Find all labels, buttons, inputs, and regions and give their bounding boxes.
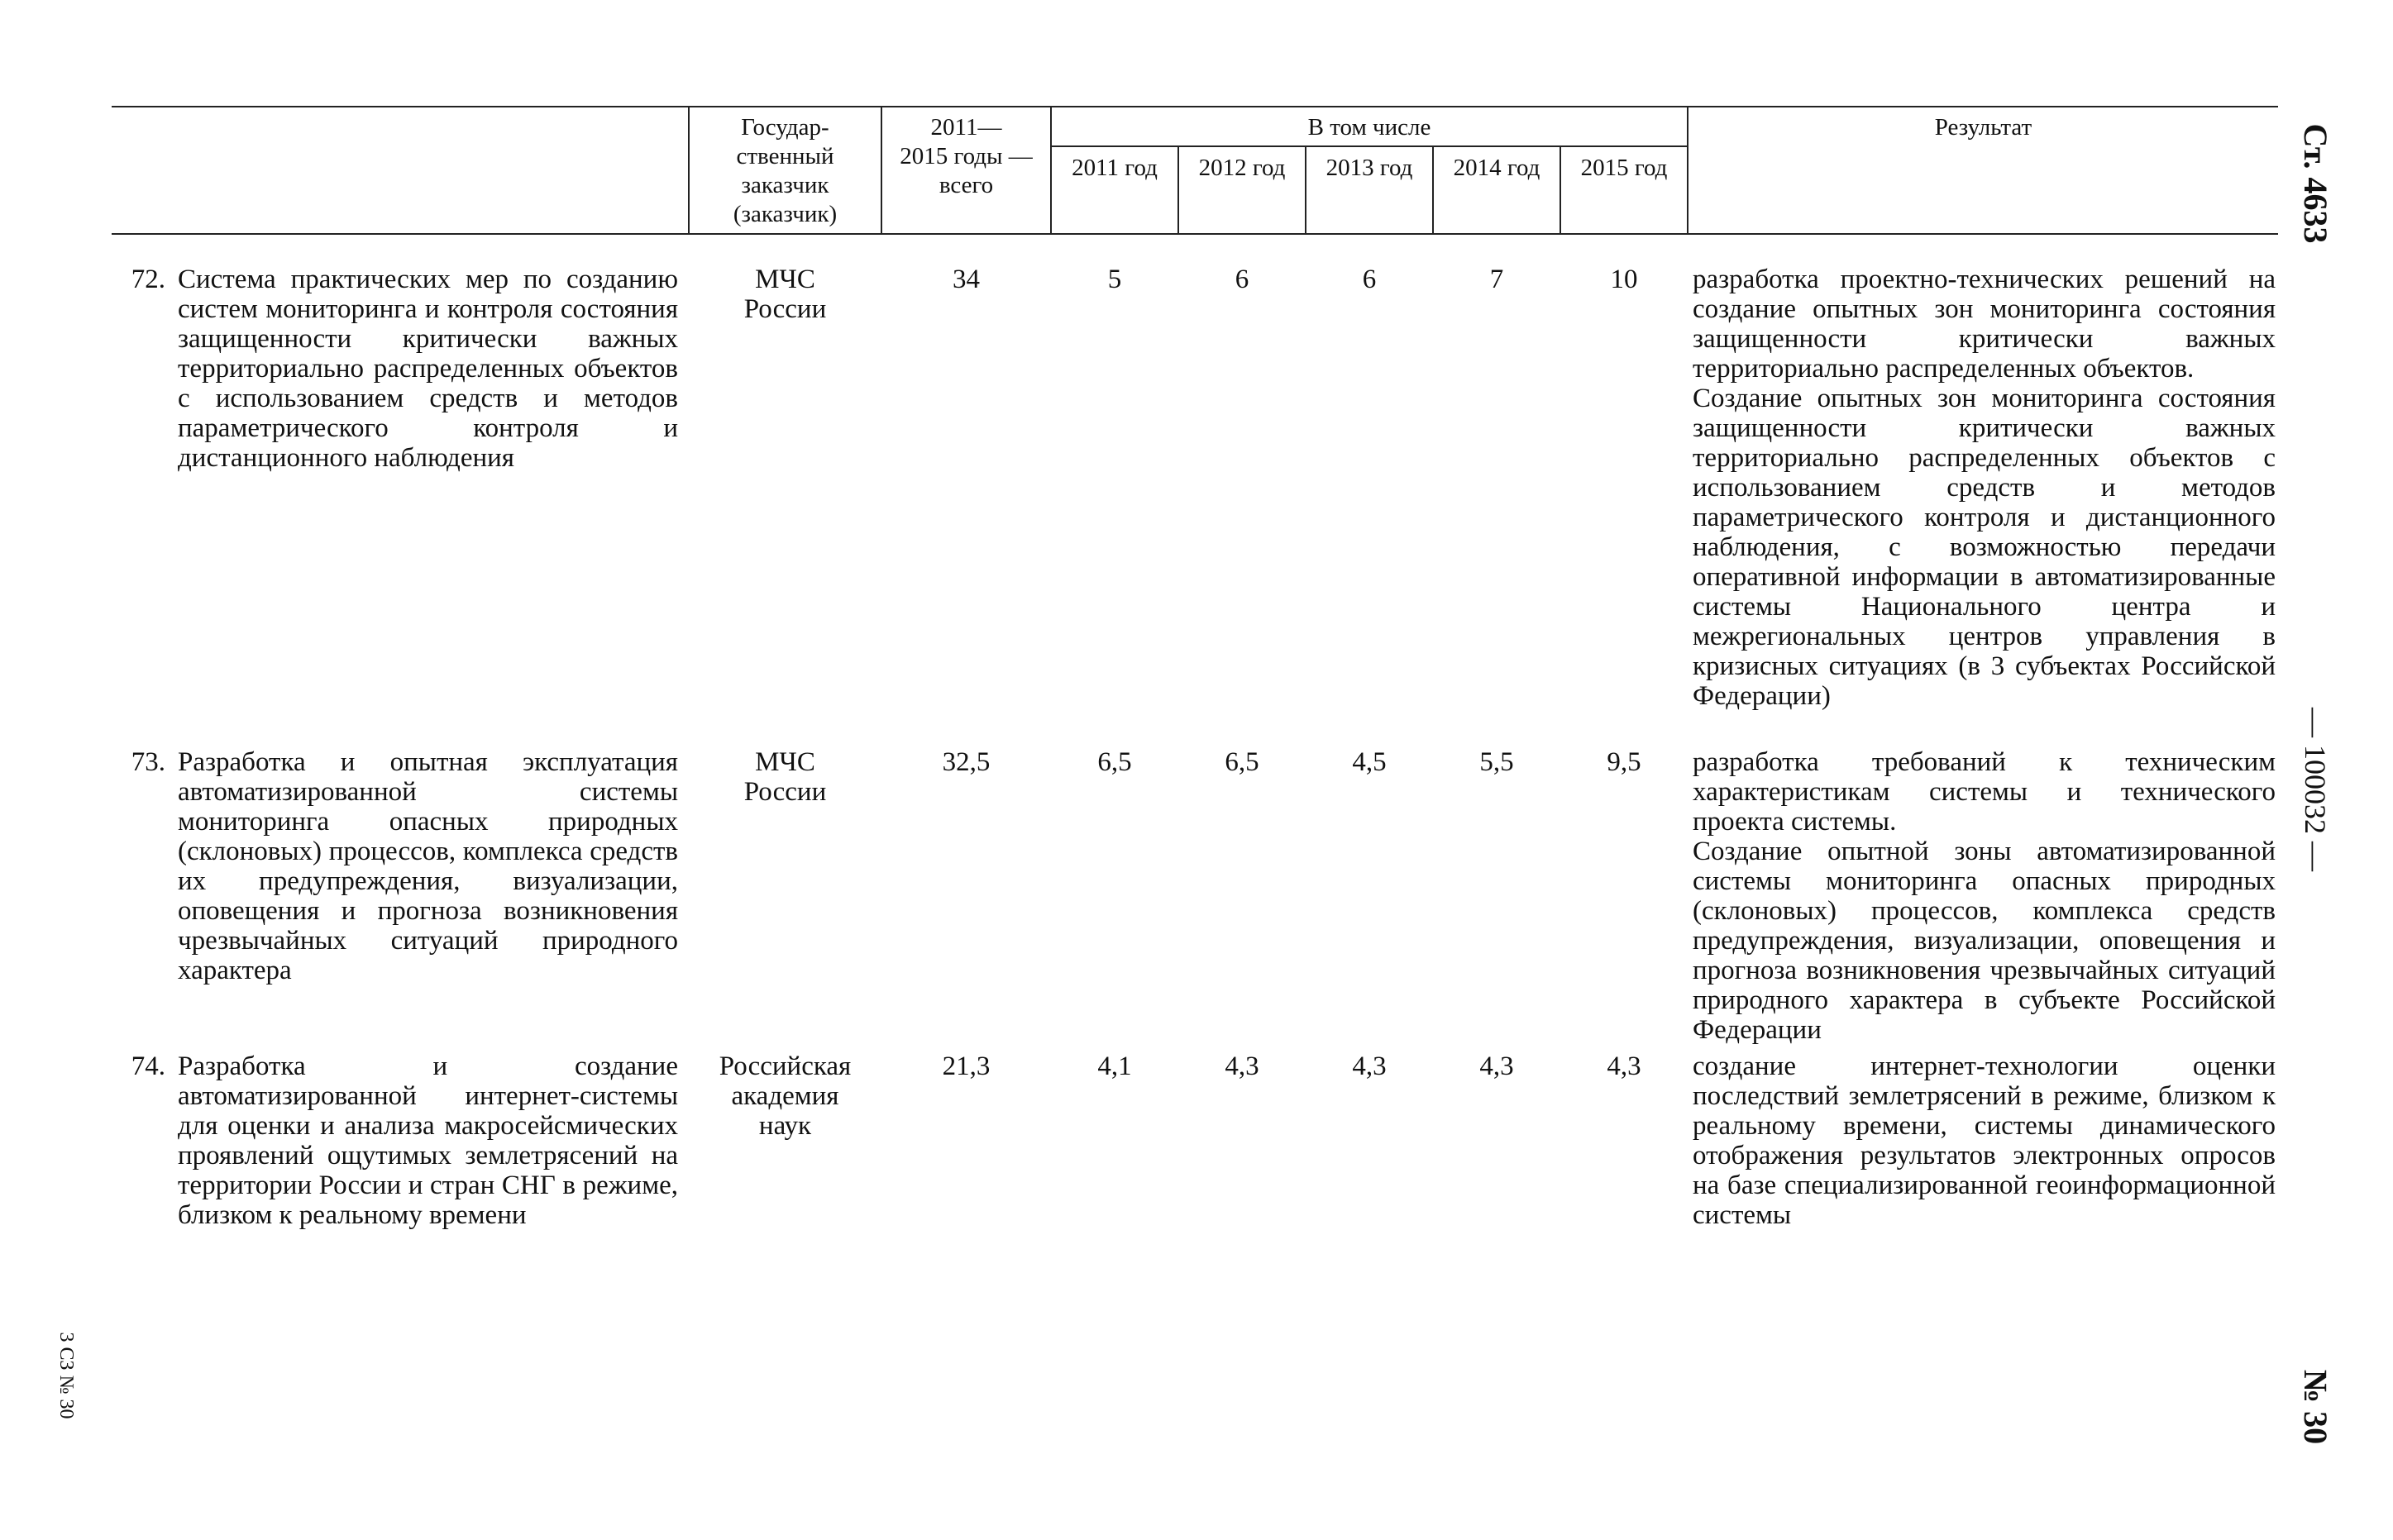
row-value-2013: 6 <box>1362 265 1377 294</box>
row-result: разработка требований к техническим характеристикам системы и технического проекта системы. Создание опытной зоны автоматизированной системы мониторинга опасных природных (склоновых) процессов, комплекса средств предупреждения, визуализации, оповещения и прогноза возникновения чрезвычайных ситуаций природного характера в субъекте Российской Федерации <box>1693 747 2276 1045</box>
row-total: 21,3 <box>942 1051 991 1081</box>
header-including: В том числе <box>1307 114 1431 141</box>
row-value-2014: 7 <box>1489 265 1504 294</box>
header-year-2012: 2012 год <box>1198 155 1286 181</box>
left-margin-note: 3 СЗ № 30 <box>55 1332 77 1419</box>
row-number: 74. <box>131 1051 165 1081</box>
row-value-2011: 6,5 <box>1097 747 1132 777</box>
row-value-2011: 5 <box>1107 265 1122 294</box>
header-total: 2011— 2015 годы — всего <box>900 114 1033 198</box>
row-title: Разработка и создание автоматизированной интернет-системы для оценки и анализа макросейсмических проявлений ощутимых землетрясений на территории России и стран СНГ в режиме, близком к реальному времени <box>178 1051 678 1230</box>
row-customer: Российская академия наук <box>719 1051 852 1141</box>
row-number: 73. <box>131 747 165 777</box>
row-title: Система практических мер по созданию систем мониторинга и контроля состояния защищенности критически важных территориально распределенных объектов с использованием средств и методов параметрического контроля и дистанционного наблюдения <box>178 265 678 473</box>
row-value-2015: 4,3 <box>1607 1051 1641 1081</box>
row-result: создание интернет-технологии оценки последствий землетрясений в режиме, близком к реальному времени, системы динамического отображения результатов электронных опросов на базе специализированной геоинформационной системы <box>1693 1051 2276 1230</box>
row-value-2015: 9,5 <box>1607 747 1641 777</box>
row-total: 32,5 <box>942 747 991 777</box>
row-result: разработка проектно-технических решений на создание опытных зон мониторинга состояния защищенности критически важных территориально распределенных объектов. Создание опытных зон мониторинга состояния защищенности критически важных территориально распределенных объектов с использованием средств и методов параметрического контроля и дистанционного наблюдения, с возможностью передачи оперативной информации в автоматизированные системы Национального центра и межрегиональных центров управления в кризисных ситуациях (в 3 субъектах Российской Федерации) <box>1693 265 2276 711</box>
row-title: Разработка и опытная эксплуатация автоматизированной системы мониторинга опасных природных (склоновых) процессов, комплекса средств их предупреждения, визуализации, оповещения и прогноза возникновения чрезвычайных ситуаций природного характера <box>178 747 678 985</box>
table-top-rule <box>112 106 2278 107</box>
row-value-2013: 4,5 <box>1352 747 1387 777</box>
header-customer: Государ- ственный заказчик (заказчик) <box>733 114 838 227</box>
row-value-2014: 5,5 <box>1479 747 1514 777</box>
row-total: 34 <box>953 265 980 294</box>
row-value-2012: 6,5 <box>1225 747 1259 777</box>
row-value-2013: 4,3 <box>1352 1051 1387 1081</box>
header-year-2014: 2014 год <box>1453 155 1540 181</box>
row-value-2012: 4,3 <box>1225 1051 1259 1081</box>
years-subheader-rule <box>1050 145 1687 147</box>
header-year-2011: 2011 год <box>1072 155 1158 181</box>
header-bottom-rule <box>112 233 2278 235</box>
header-year-2015: 2015 год <box>1580 155 1668 181</box>
header-year-2013: 2013 год <box>1325 155 1413 181</box>
row-value-2011: 4,1 <box>1097 1051 1132 1081</box>
row-value-2012: 6 <box>1235 265 1249 294</box>
row-customer: МЧС России <box>743 265 827 324</box>
row-value-2015: 10 <box>1610 265 1638 294</box>
row-number: 72. <box>131 265 165 294</box>
page-label: Ст. 4633 <box>2297 123 2334 244</box>
issue-number: № 30 <box>2297 1369 2334 1445</box>
row-customer: МЧС России <box>743 747 827 807</box>
row-value-2014: 4,3 <box>1479 1051 1514 1081</box>
header-result: Результат <box>1934 114 2032 141</box>
doc-number: — 100032 — <box>2299 708 2332 871</box>
